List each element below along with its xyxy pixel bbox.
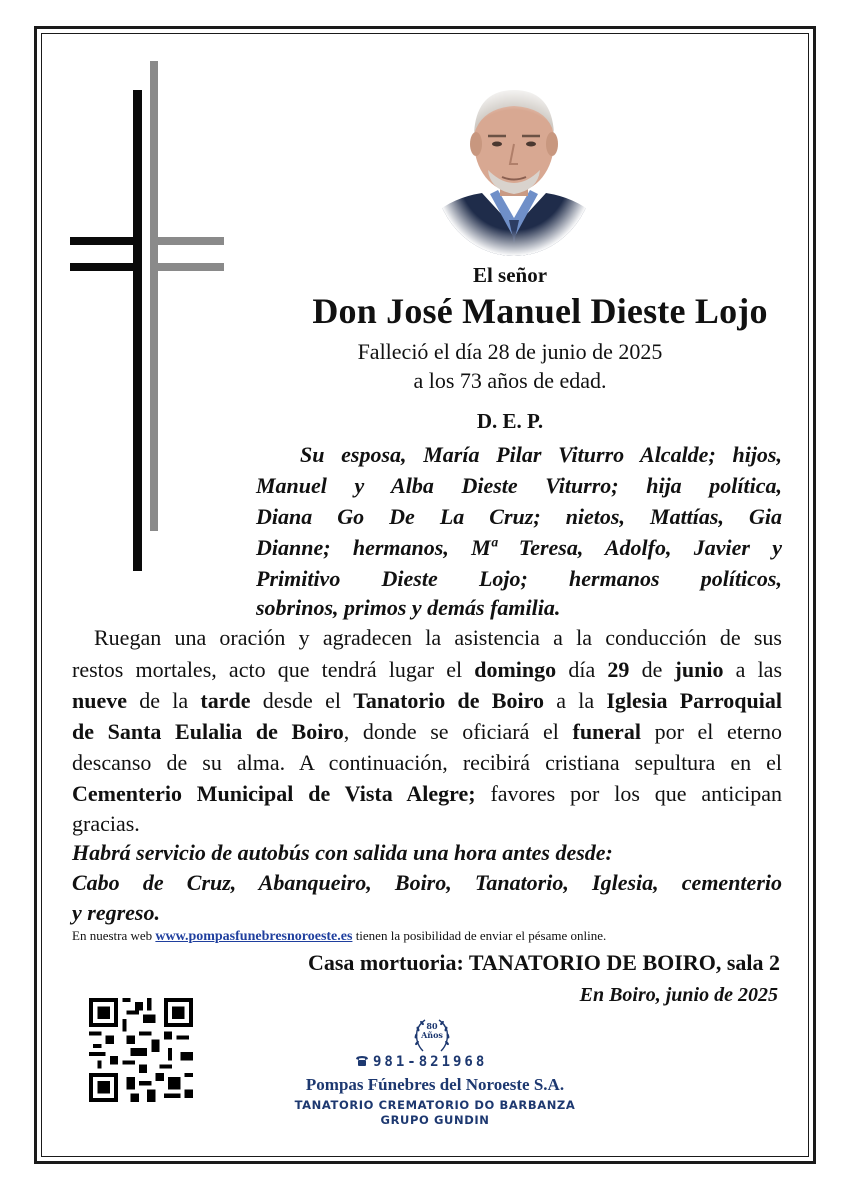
dep: D. E. P. [476, 409, 544, 433]
day-name: domingo [474, 657, 557, 682]
cross-gray-arm-bottom [150, 263, 224, 271]
emblem-text: 80 Años [421, 1021, 443, 1040]
cross-gray-arm-top [150, 237, 224, 245]
phone-number[interactable]: 981-821968 [355, 1054, 487, 1070]
cross-gray-vertical [150, 61, 158, 531]
cross-black-vertical [133, 90, 142, 571]
honorific: El señor [472, 263, 548, 287]
paragraph-line: descanso de su alma. A continuación, recibirá cristiana sepultura en el [72, 750, 782, 775]
church: Iglesia Parroquial [606, 688, 782, 713]
bus-line: Habrá servicio de autobús con salida una hora antes desde: [72, 840, 613, 865]
month: junio [674, 657, 724, 682]
cross-black-arm-bottom [70, 263, 142, 271]
family-line: sobrinos, primos y demás familia. [256, 595, 561, 620]
bus-line: y regreso. [72, 900, 160, 925]
company-name: Pompas Fúnebres del Noroeste S.A. [305, 1075, 565, 1094]
family-line: Primitivo Dieste Lojo; hermanos políticos, [256, 566, 782, 591]
website-link[interactable]: www.pompasfunebresnoroeste.es [155, 929, 353, 944]
web-note: En nuestra web www.pompasfunebresnoroeste.es tienen la posibilidad de enviar el pésame online. [72, 928, 607, 944]
church-name: de Santa Eulalia de Boiro [72, 719, 344, 744]
death-date: Falleció el día 28 de junio de 2025 [357, 339, 663, 364]
crematorium-name: TANATORIO CREMATORIO DO BARBANZA [294, 1098, 576, 1112]
age-at-death: a los 73 años de edad. [413, 368, 607, 393]
bus-line: Cabo de Cruz, Abanqueiro, Boiro, Tanatorio, Iglesia, cementerio [72, 870, 782, 895]
paragraph-line: Cementerio Municipal de Vista Alegre; favores por los que anticipan [72, 781, 783, 806]
family-line: Diana Go De La Cruz; nietos, Mattías, Gia [256, 504, 782, 529]
group-name: GRUPO GUNDIN [380, 1113, 490, 1127]
paragraph-line: restos mortales, acto que tendrá lugar el domingo día 29 de junio a las [72, 657, 783, 682]
day-number: 29 [607, 657, 630, 682]
qr-code[interactable] [89, 998, 193, 1102]
phone-icon [355, 1055, 369, 1067]
paragraph-line: gracias. [72, 811, 140, 836]
time-of-day: tarde [200, 688, 251, 713]
portrait-photo [430, 78, 598, 258]
paragraph-line: de Santa Eulalia de Boiro, donde se oficiará el funeral por el eterno [72, 719, 783, 744]
family-line: Manuel y Alba Dieste Viturro; hija política, [256, 473, 782, 498]
hour: nueve [72, 688, 127, 713]
deceased-name: Don José Manuel Dieste Lojo [312, 291, 768, 331]
funeral-word: funeral [572, 719, 641, 744]
place-date: En Boiro, junio de 2025 [579, 984, 778, 1006]
family-line: Su esposa, María Pilar Viturro Alcalde; hijos, [300, 442, 782, 467]
paragraph-line: Ruegan una oración y agradecen la asistencia a la conducción de sus [94, 625, 782, 650]
paragraph-line: nueve de la tarde desde el Tanatorio de Boiro a la Iglesia Parroquial [72, 688, 782, 713]
funeral-home: Tanatorio de Boiro [353, 688, 544, 713]
family-line: Dianne; hermanos, Mª Teresa, Adolfo, Javier y [256, 535, 782, 560]
mortuary-house: Casa mortuoria: TANATORIO DE BOIRO, sala 2 [307, 950, 780, 975]
cross-black-arm-top [70, 237, 142, 245]
cemetery: Cementerio Municipal de Vista Alegre; [72, 781, 476, 806]
